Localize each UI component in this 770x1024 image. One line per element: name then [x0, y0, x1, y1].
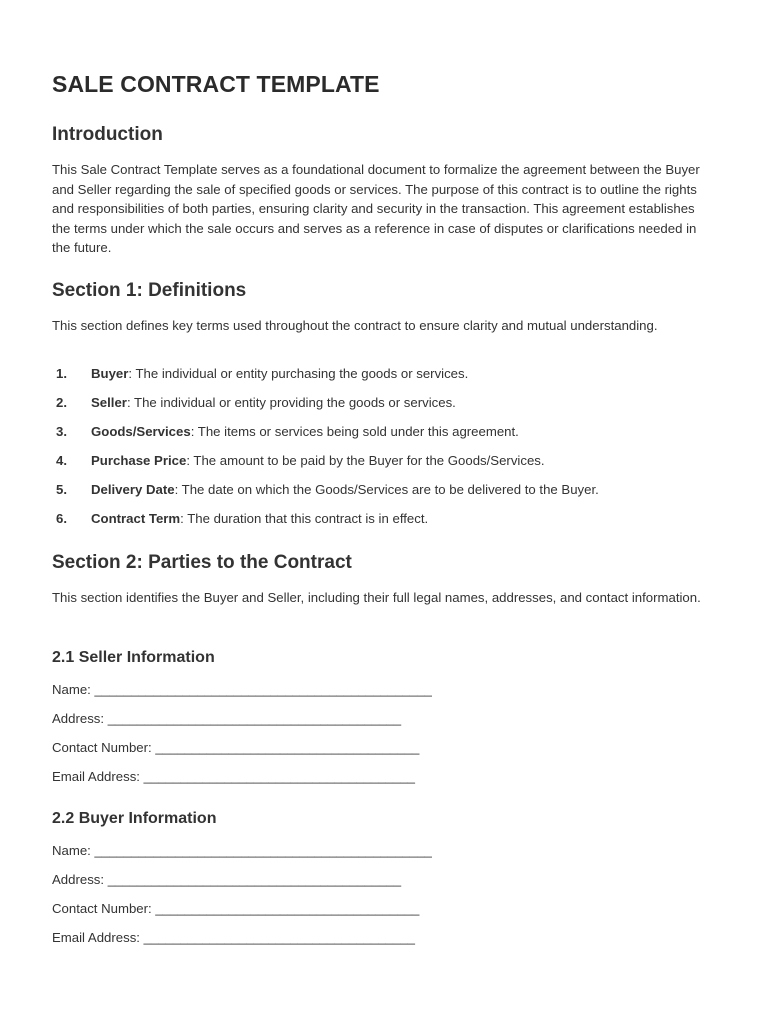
definition-term: Seller	[91, 395, 127, 410]
definition-body: : The amount to be paid by the Buyer for the Goods/Services.	[186, 453, 545, 468]
definition-number: 3.	[56, 424, 67, 439]
buyer-address-field: Address: ________________________________________	[52, 872, 402, 887]
definition-number: 6.	[56, 511, 67, 526]
section-2-heading: Section 2: Parties to the Contract	[52, 552, 352, 573]
buyer-name-field: Name: ______________________________________________	[52, 843, 432, 858]
definition-term: Buyer	[91, 366, 129, 381]
definition-text	[91, 364, 468, 384]
definition-term: Delivery Date	[91, 482, 175, 497]
definition-body: : The duration that this contract is in effect.	[180, 511, 429, 526]
seller-info-fields	[52, 680, 712, 796]
definition-text	[91, 480, 599, 500]
seller-address-field: Address: ________________________________________	[52, 711, 402, 726]
seller-email-address-field: Email Address: _____________________________________	[52, 769, 415, 784]
definition-term: Purchase Price	[91, 453, 187, 468]
definition-term: Goods/Services	[91, 424, 191, 439]
introduction-paragraph: This Sale Contract Template serves as a foundational document to formalize the agreement between the Buyer and Seller regarding the sale of specified goods or services. The purpose of this contract is to outline the rights and responsibilities of both parties, ensuring clarity and security in the transaction. This agreement establishes the terms under which the sale occurs and serves as a reference in case of disputes or clarifications needed in the future.	[52, 162, 700, 256]
definition-text	[91, 422, 519, 442]
section-1-paragraph: This section defines key terms used throughout the contract to ensure clarity and mutual understanding.	[52, 318, 658, 333]
buyer-email-address-field: Email Address: _____________________________________	[52, 930, 415, 945]
definition-body: : The individual or entity providing the goods or services.	[126, 395, 456, 410]
definition-term: Contract Term	[91, 511, 181, 526]
definition-body: : The items or services being sold under this agreement.	[190, 424, 519, 439]
section-1-heading: Section 1: Definitions	[52, 280, 247, 301]
definition-text	[91, 451, 545, 471]
definition-item	[52, 364, 712, 393]
buyer-info-fields	[52, 841, 712, 957]
definition-number: 4.	[56, 453, 67, 468]
definition-body: : The date on which the Goods/Services are to be delivered to the Buyer.	[174, 482, 599, 497]
buyer-info-heading: 2.2 Buyer Information	[52, 810, 217, 827]
definition-number: 1.	[56, 366, 67, 381]
definition-item	[52, 480, 712, 509]
introduction-heading: Introduction	[52, 124, 163, 145]
document-title: SALE CONTRACT TEMPLATE	[52, 71, 380, 97]
section-2-paragraph: This section identifies the Buyer and Seller, including their full legal names, addresses, and contact information.	[52, 590, 701, 605]
seller-contact-number-field: Contact Number: ____________________________________	[52, 740, 420, 755]
definition-item	[52, 509, 712, 538]
definition-text	[91, 509, 428, 529]
definition-body: : The individual or entity purchasing the goods or services.	[128, 366, 469, 381]
definition-item	[52, 422, 712, 451]
definition-text	[91, 393, 456, 413]
seller-info-heading: 2.1 Seller Information	[52, 649, 215, 666]
definition-number: 2.	[56, 395, 67, 410]
seller-name-field: Name: ______________________________________________	[52, 682, 432, 697]
definition-item	[52, 393, 712, 422]
buyer-contact-number-field: Contact Number: ____________________________________	[52, 901, 420, 916]
definition-number: 5.	[56, 482, 67, 497]
definition-item	[52, 451, 712, 480]
definitions-list	[52, 364, 712, 538]
